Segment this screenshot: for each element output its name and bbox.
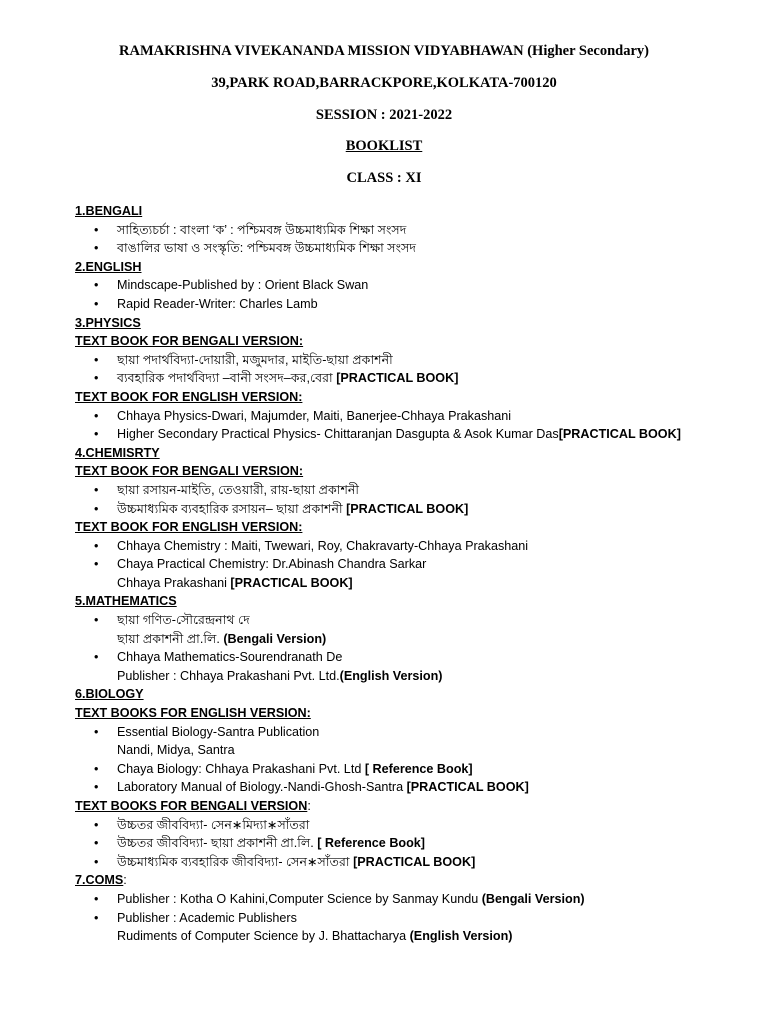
list-item — [75, 351, 755, 370]
list-item — [75, 816, 755, 835]
line-text: TEXT BOOKS FOR BENGALI VERSION — [75, 799, 308, 813]
line-text: ছায়া রসায়ন-মাইতি, তেওয়ারী, রায়-ছায়া প্রকাশনী — [117, 482, 360, 497]
list-item — [75, 853, 755, 872]
line-text: উচ্চতর জীববিদ্যা- সেন∗মিদ্যা∗সাঁতরা — [117, 817, 310, 832]
list-item — [75, 537, 755, 556]
line-text: TEXT BOOK FOR ENGLISH VERSION: — [75, 520, 303, 535]
list-item — [75, 723, 755, 742]
list-item — [75, 276, 755, 295]
line-text: Rapid Reader-Writer: Charles Lamb — [117, 296, 318, 311]
section-heading — [75, 202, 755, 221]
list-item — [75, 778, 755, 797]
list-item — [75, 834, 755, 853]
list-item — [75, 611, 755, 630]
book-tag: [PRACTICAL BOOK] — [346, 501, 469, 516]
line-text: ছায়া প্রকাশনী প্রা.লি. — [117, 631, 224, 646]
book-tag: [ Reference Book] — [317, 836, 425, 851]
line-text: 5.MATHEMATICS — [75, 594, 177, 609]
line-text: TEXT BOOK FOR BENGALI VERSION: — [75, 464, 304, 479]
list-item — [75, 890, 755, 909]
section-heading — [75, 314, 755, 333]
line-text: Chhaya Prakashani — [117, 575, 231, 590]
line-text: Higher Secondary Practical Physics- Chittaranjan Dasgupta & Asok Kumar Das — [117, 427, 559, 442]
list-item-continuation — [75, 630, 755, 649]
subsection-heading — [75, 388, 755, 407]
list-item — [75, 369, 755, 388]
line-text: 7.COMS — [75, 873, 124, 888]
line-text: 6.BIOLOGY — [75, 687, 144, 702]
book-tag: (Bengali Version) — [223, 631, 327, 646]
line-text: TEXT BOOK FOR ENGLISH VERSION: — [75, 389, 303, 404]
document-title: BOOKLIST — [345, 138, 423, 154]
list-item-continuation — [75, 927, 755, 946]
list-item — [75, 481, 755, 500]
book-tag: (English Version) — [409, 929, 513, 944]
line-text: ছায়া পদার্থবিদ্যা-দোয়ারী, মজুমদার, মাইতি-ছায়া প্রকাশনী — [117, 352, 393, 367]
line-text: Publisher : Chhaya Prakashani Pvt. Ltd. — [117, 668, 340, 683]
line-text: 3.PHYSICS — [75, 315, 141, 330]
subsection-heading — [75, 332, 755, 351]
list-item — [75, 407, 755, 426]
line-text: সাহিত্যচর্চা : বাংলা ‘ক’ : পশ্চিমবঙ্গ উচ্চমাধ্যমিক শিক্ষা সংসদ — [117, 222, 407, 237]
list-item-continuation — [75, 667, 755, 686]
book-tag: [PRACTICAL BOOK] — [336, 371, 459, 386]
line-text: Chhaya Chemistry : Maiti, Twewari, Roy, Chakravarty-Chhaya Prakashani — [117, 538, 529, 553]
line-text: Chaya Practical Chemistry: Dr.Abinash Chandra Sarkar — [117, 557, 427, 572]
line-text: উচ্চমাধ্যমিক ব্যবহারিক রসায়ন– ছায়া প্রকাশনী — [117, 501, 347, 516]
book-tag: (English Version) — [339, 668, 443, 683]
book-tag: [PRACTICAL BOOK] — [230, 575, 353, 590]
session-label: SESSION : 2021-2022 — [315, 107, 453, 123]
line-text: Mindscape-Published by : Orient Black Swan — [117, 278, 369, 293]
line-text: ব্যবহারিক পদার্থবিদ্যা –বানী সংসদ–কর,বেরা — [117, 371, 337, 386]
list-item — [75, 500, 755, 519]
subsection-heading — [75, 871, 755, 890]
book-tag: [PRACTICAL BOOK] — [353, 854, 476, 869]
school-name: RAMAKRISHNA VIVEKANANDA MISSION VIDYABHAWAN (Higher Secondary) — [119, 43, 649, 59]
book-tag: [PRACTICAL BOOK] — [558, 427, 681, 442]
subsection-heading — [75, 704, 755, 723]
line-text: Chaya Biology: Chhaya Prakashani Pvt. Ltd — [117, 761, 365, 776]
book-tag: [PRACTICAL BOOK] — [406, 780, 529, 795]
line-text: উচ্চতর জীববিদ্যা- ছায়া প্রকাশনী প্রা.লি. — [117, 836, 318, 851]
subsection-heading — [75, 462, 755, 481]
line-text: Chhaya Mathematics-Sourendranath De — [117, 650, 343, 665]
line-text: Chhaya Physics-Dwari, Majumder, Maiti, Banerjee-Chhaya Prakashani — [117, 408, 512, 423]
list-item — [75, 648, 755, 667]
section-heading — [75, 592, 755, 611]
list-item — [75, 221, 755, 240]
subsection-heading — [75, 797, 755, 816]
list-item — [75, 239, 755, 258]
book-tag: [ Reference Book] — [364, 761, 473, 776]
list-item — [75, 555, 755, 574]
line-text: Rudiments of Computer Science by J. Bhattacharya — [117, 929, 410, 944]
line-text: 2.ENGLISH — [75, 259, 142, 274]
line-text: Essential Biology-Santra Publication — [117, 724, 320, 739]
section-heading — [75, 444, 755, 463]
booklist-body — [75, 202, 755, 946]
line-text: Publisher : Kotha O Kahini,Computer Science by Sanmay Kundu — [117, 891, 482, 906]
class-label: CLASS : XI — [346, 170, 422, 186]
line-text: TEXT BOOKS FOR ENGLISH VERSION: — [75, 706, 311, 721]
list-item-continuation — [75, 574, 755, 593]
list-item — [75, 295, 755, 314]
line-text: Laboratory Manual of Biology.-Nandi-Ghosh-Santra — [117, 780, 407, 795]
line-text: TEXT BOOK FOR BENGALI VERSION: — [75, 334, 304, 349]
section-heading — [75, 258, 755, 277]
subsection-heading — [75, 518, 755, 537]
line-text: 1.BENGALI — [75, 204, 143, 218]
line-text: ছায়া গণিত-সৌরেন্দ্রনাথ দে — [117, 613, 250, 628]
list-item — [75, 909, 755, 928]
line-text: উচ্চমাধ্যমিক ব্যবহারিক জীববিদ্যা- সেন∗সাঁতরা — [117, 854, 354, 869]
line-text: বাঙালির ভাষা ও সংস্কৃতি: পশ্চিমবঙ্গ উচ্চমাধ্যমিক শিক্ষা সংসদ — [117, 241, 416, 256]
line-text: 4.CHEMISRTY — [75, 445, 160, 460]
section-heading — [75, 685, 755, 704]
school-address: 39,PARK ROAD,BARRACKPORE,KOLKATA-700120 — [211, 75, 557, 91]
line-suffix: : — [307, 799, 311, 813]
line-suffix: : — [123, 873, 127, 888]
list-item-continuation — [75, 741, 755, 760]
list-item — [75, 425, 755, 444]
line-text: Publisher : Academic Publishers — [117, 910, 297, 925]
line-text: Nandi, Midya, Santra — [117, 743, 235, 758]
book-tag: (Bengali Version) — [481, 891, 585, 906]
list-item — [75, 760, 755, 779]
